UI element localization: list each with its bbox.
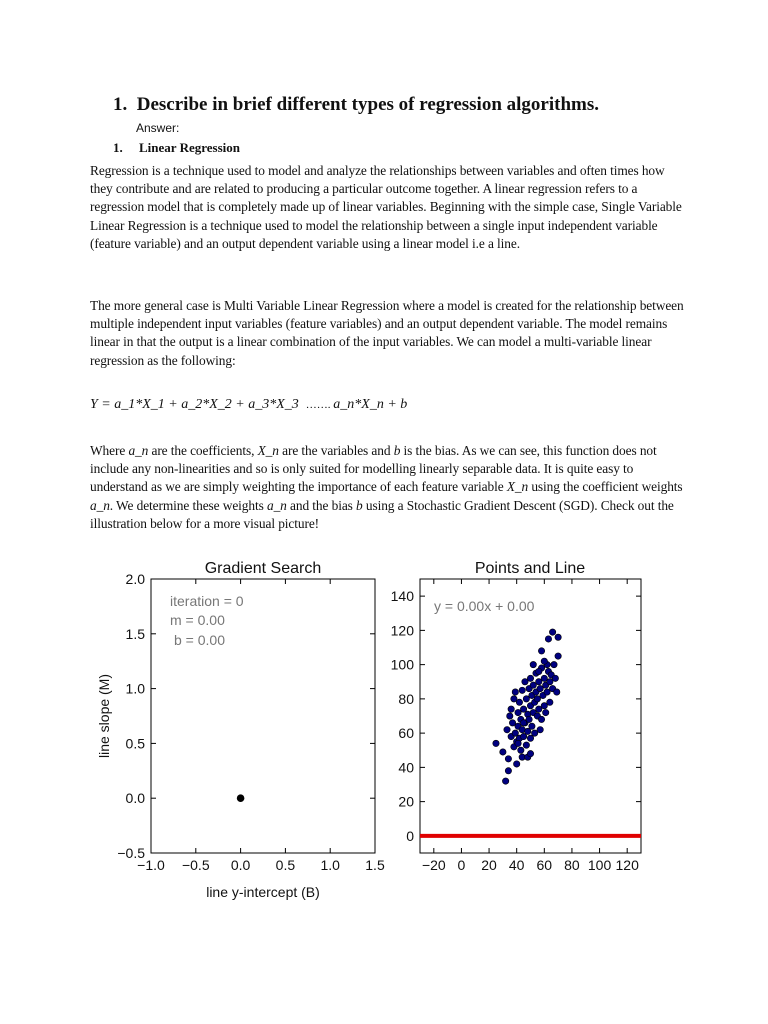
data-point	[520, 720, 526, 726]
data-point	[536, 668, 542, 674]
data-point	[512, 689, 518, 695]
text-run: using a Stochastic Gradient Descent (SGD). Check out the illustration below for a more visual picture!	[90, 497, 674, 531]
italic-term: b	[393, 443, 401, 458]
y-tick-label: 40	[398, 759, 414, 776]
data-point	[507, 713, 513, 719]
data-point	[500, 749, 506, 755]
text-run: using the coefficient weights	[528, 479, 683, 495]
y-tick-label: 120	[390, 622, 414, 639]
x-tick-label: 80	[564, 857, 580, 873]
italic-term: X_n	[506, 479, 529, 495]
regression-formula	[90, 397, 407, 413]
section-heading	[113, 140, 240, 156]
x-tick-label: 100	[587, 857, 612, 873]
annotation-iteration: iteration = 0	[170, 593, 244, 609]
section-number: 1.	[113, 140, 123, 155]
paragraph-intro-text: Regression is a technique used to model and analyze the relationships between variables and often times how they contribute and are related to producing a particular outcome together. A linear regression refers to a regression model that is completely made up of linear variables. Beginning with the simple case, Single Variable Linear Regression is a technique used to model the relationship between a single input independent variable (feature variable) and an output dependent variable using a linear model i.e a line.	[90, 163, 682, 251]
paragraph-coefficients	[90, 442, 690, 533]
data-point	[505, 768, 511, 774]
y-tick-label: 1.5	[125, 625, 145, 642]
data-point	[518, 747, 524, 753]
data-point	[515, 740, 521, 746]
points-and-line-chart	[382, 555, 662, 890]
italic-term: a_n	[266, 497, 287, 513]
points-layer	[237, 795, 244, 802]
italic-term: a_n	[90, 497, 110, 513]
x-tick-label: 40	[508, 857, 525, 873]
x-tick-label: 120	[615, 857, 639, 873]
x-tick-label: 0	[457, 857, 466, 873]
y-tick-label: 20	[398, 793, 414, 810]
data-point	[554, 689, 560, 695]
gradient-search-chart	[90, 555, 390, 905]
annotation-equation: y = 0.00x + 0.00	[434, 598, 535, 614]
y-tick-label: 100	[390, 656, 414, 673]
data-point	[538, 648, 544, 654]
data-point	[505, 756, 511, 762]
data-point	[538, 716, 544, 722]
formula-tail: a_n*X_n + b	[333, 397, 408, 412]
x-tick-label: −0.5	[181, 857, 210, 873]
data-point	[555, 653, 561, 659]
formula-dots: …….	[305, 399, 334, 411]
text-run: . We determine these weights	[109, 497, 267, 513]
y-tick-label: −0.5	[117, 845, 145, 861]
data-point	[493, 740, 499, 746]
x-tick-label: −1.0	[137, 857, 165, 873]
y-tick-label: 140	[390, 588, 414, 605]
y-tick-label: 0.5	[125, 735, 145, 752]
data-point	[555, 634, 561, 640]
text-run: are the variables and	[278, 443, 394, 458]
text-run: are the coefficients,	[148, 443, 258, 458]
chart-title: Gradient Search	[204, 560, 322, 577]
paragraph-intro	[90, 162, 690, 253]
x-tick-label: 20	[481, 857, 497, 873]
italic-term: X_n	[257, 443, 279, 458]
y-tick-label: 0.0	[125, 790, 145, 807]
x-tick-label: 60	[536, 857, 553, 873]
y-tick-label: 60	[398, 725, 414, 742]
x-tick-label: 0.5	[275, 857, 296, 873]
data-point	[527, 675, 533, 681]
italic-term: b	[356, 497, 363, 513]
data-point	[537, 727, 543, 733]
data-point	[551, 661, 557, 667]
data-point	[549, 629, 555, 635]
x-axis-label: line y-intercept (B)	[206, 884, 320, 900]
question-number: 1.	[113, 94, 128, 115]
paragraph-multivariable	[90, 297, 690, 370]
data-point	[513, 761, 519, 767]
question-title	[113, 94, 599, 116]
x-tick-label: 0.0	[230, 857, 251, 873]
y-axis-label: line slope (M)	[96, 673, 112, 759]
data-point	[504, 727, 510, 733]
x-tick-label: 1.0	[320, 857, 340, 873]
x-tick-label: −20	[421, 857, 446, 873]
data-point	[527, 750, 533, 756]
question-text: Describe in brief different types of regression algorithms.	[136, 94, 600, 115]
data-point	[545, 636, 551, 642]
y-tick-label: 2.0	[125, 571, 145, 587]
data-point	[523, 742, 529, 748]
data-point	[530, 661, 536, 667]
section-title: Linear Regression	[139, 140, 240, 155]
data-point	[516, 699, 522, 705]
data-point	[508, 706, 514, 712]
paragraph-multivariable-text: The more general case is Multi Variable Linear Regression where a model is created for the relationship between multiple independent input variables (feature variables) and an output dependent variable. The model remains linear in that the output is a linear combination of the input variables. We can model a multi-variable linear regression as the following:	[90, 298, 684, 368]
text-run: and the bias	[286, 497, 357, 513]
data-point	[541, 658, 547, 664]
data-point	[552, 675, 558, 681]
text-run: is the bias. As we can see, this function does not include any non-linearities and so is only suited for modelling linearly separable data. It is quite easy to understand as we are simply weighting the importance of each feature variable	[90, 443, 657, 495]
chart-title: Points and Line	[474, 560, 586, 577]
data-point	[519, 687, 525, 693]
y-tick-label: 80	[398, 690, 414, 707]
data-point	[502, 778, 508, 784]
data-point	[542, 709, 548, 715]
answer-label: Answer:	[136, 121, 180, 135]
italic-term: a_n	[128, 443, 149, 458]
data-point	[529, 723, 535, 729]
formula-main: Y = a_1*X_1 + a_2*X_2 + a_3*X_3	[90, 397, 299, 412]
annotation-b: b = 0.00	[174, 632, 225, 648]
data-point	[237, 795, 244, 802]
y-tick-label: 0	[406, 827, 414, 844]
y-tick-label: 1.0	[125, 680, 145, 697]
x-tick-label: 1.5	[365, 857, 385, 873]
paragraph-coefficients-text	[90, 442, 690, 533]
data-point	[547, 699, 553, 705]
text-run: Where	[90, 443, 129, 458]
annotation-m: m = 0.00	[170, 612, 225, 628]
